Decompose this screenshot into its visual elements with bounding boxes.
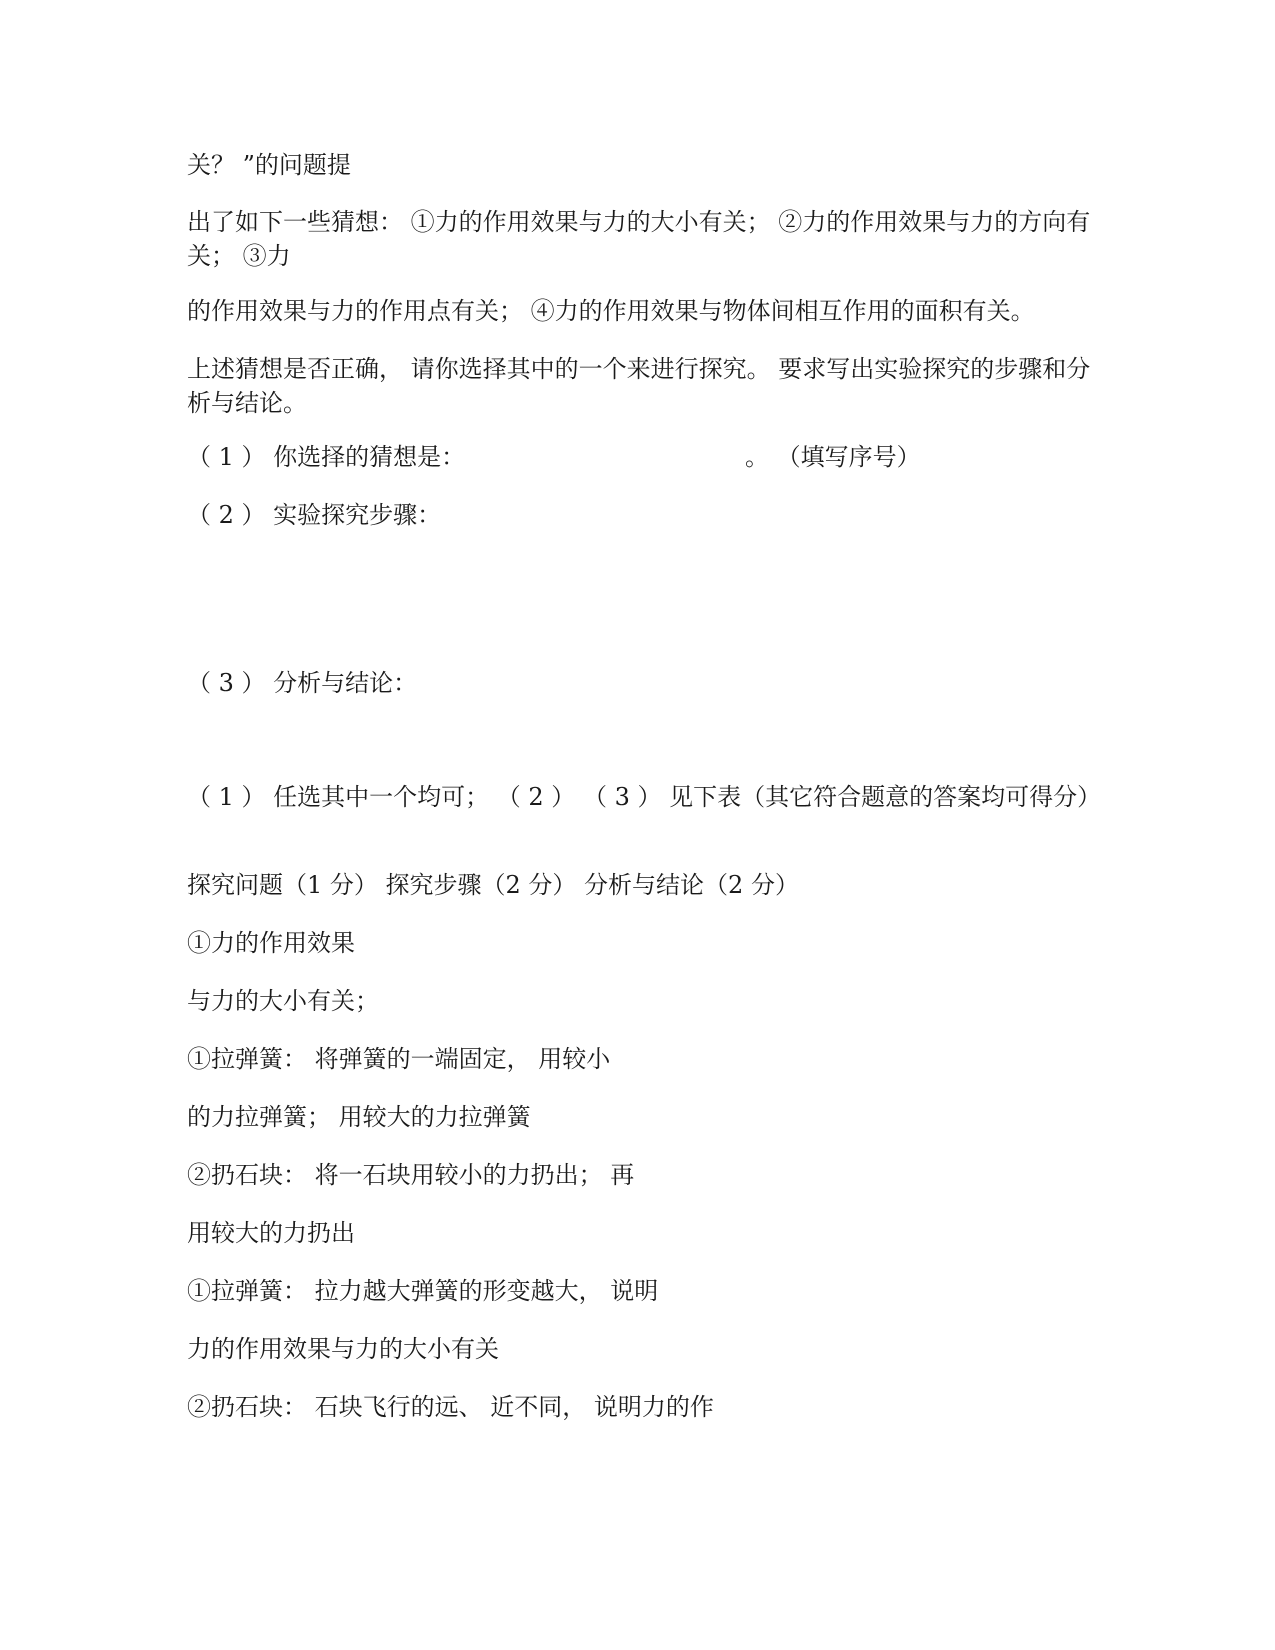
text-line: 力的作用效果与力的大小有关 <box>187 1335 499 1363</box>
text-line: 关？ ”的问题提 <box>187 151 351 179</box>
text-line: （ 3 ） 分析与结论： <box>187 669 418 697</box>
text-line: 与力的大小有关； <box>187 987 379 1015</box>
text-line: 的作用效果与力的作用点有关； ④力的作用效果与物体间相互作用的面积有关。 <box>187 297 1035 325</box>
text-line: 用较大的力扔出 <box>187 1219 355 1247</box>
text-line: ②扔石块： 将一石块用较小的力扔出； 再 <box>187 1161 635 1189</box>
text-line: 的力拉弹簧； 用较大的力拉弹簧 <box>187 1103 531 1131</box>
text-line: （ 1 ） 你选择的猜想是： <box>187 443 466 471</box>
text-line: ①拉弹簧： 拉力越大弹簧的形变越大， 说明 <box>187 1277 659 1305</box>
text-line: ①力的作用效果 <box>187 929 355 957</box>
text-line: ①拉弹簧： 将弹簧的一端固定， 用较小 <box>187 1045 611 1073</box>
text-line: （ 2 ） 实验探究步骤： <box>187 501 442 529</box>
text-line: 。 （填写序号） <box>745 443 921 471</box>
text-line: ②扔石块： 石块飞行的远、 近不同， 说明力的作 <box>187 1393 714 1421</box>
text-line: 出了如下一些猜想： ①力的作用效果与力的大小有关； ②力的作用效果与力的方向有关； ③力 <box>187 208 1091 270</box>
text-line: 探究问题（1 分） 探究步骤（2 分） 分析与结论（2 分） <box>187 871 799 899</box>
text-line: 上述猜想是否正确， 请你选择其中的一个来进行探究。 要求写出实验探究的步骤和分析与结论。 <box>187 355 1091 417</box>
text-line: （ 1 ） 任选其中一个均可； （ 2 ） （ 3 ） 见下表（其它符合题意的答案均可得分） <box>187 783 1102 811</box>
